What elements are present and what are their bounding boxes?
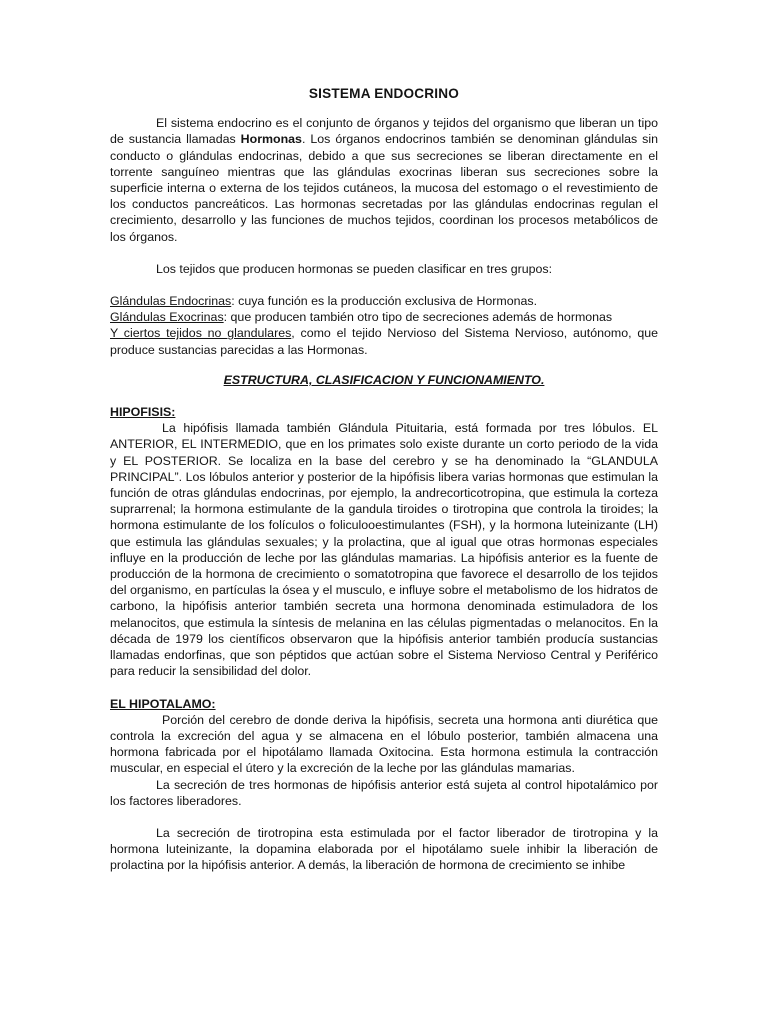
document-title: SISTEMA ENDOCRINO xyxy=(308,86,460,101)
spacer xyxy=(110,358,658,372)
group-item-exocrinas xyxy=(110,309,658,325)
group-text: cuya función es la producción exclusiva de Hormonas. xyxy=(234,294,538,309)
group-sep: , xyxy=(291,326,295,341)
group-sep: : xyxy=(231,294,235,309)
intro-bold-term: Hormonas xyxy=(240,132,302,147)
spacer xyxy=(110,277,658,293)
hipotalamo-paragraph-1: Porción del cerebro de donde deriva la hipófisis, secreta una hormona anti diurética que controla la excreción del agua y se almacena en el lóbulo posterior, también almacena una hormona fabricada por el hipotálamo llamada Oxitocina. Esta hormona estimula la contracción muscular, en especial el útero y la excreción de la leche por las glándulas mamarias. xyxy=(110,712,658,776)
group-text: como el tejido Nervioso del Sistema Nervioso, autónomo, que produce sustancias parecidas a las Hormonas. xyxy=(110,326,659,357)
hipotalamo-paragraph-2: La secreción de tres hormonas de hipófisis anterior está sujeta al control hipotalámico por los factores liberadores. xyxy=(110,777,658,808)
hipofisis-heading: HIPOFISIS: xyxy=(110,405,176,420)
spacer xyxy=(110,809,658,825)
section-heading: ESTRUCTURA, CLASIFICACION Y FUNCIONAMIENTO. xyxy=(223,372,545,387)
spacer xyxy=(110,388,658,404)
spacer xyxy=(110,680,658,696)
group-item-endocrinas xyxy=(110,293,658,309)
group-term: Y ciertos tejidos no glandulares xyxy=(110,326,292,341)
intro-text-end: . Los órganos endocrinos también se denominan glándulas sin conducto o glándulas endocrinas, debido a que sus secreciones se liberan directamente en el torrente sanguíneo mientras que las glándulas exocrinas liberan sus secreciones sobre la superficie interna o externa de los tejidos cutáneos, la mucosa del estomago o el revestimiento de los conductos pancreáticos. Las hormonas secretadas por las glándulas endocrinas regulan el crecimiento, desarrollo y las funciones de muchos tejidos, coordinan los procesos metabólicos de los órganos. xyxy=(110,132,658,244)
group-term: Glándulas Exocrinas xyxy=(110,310,224,325)
hipotalamo-paragraph-3: La secreción de tirotropina esta estimulada por el factor liberador de tirotropina y la hormona luteinizante, la dopamina elaborada por el hipotálamo suele inhibir la liberación de prolactina por la hipófisis anterior. A demás, la liberación de hormona de crecimiento se inhibe xyxy=(110,825,658,873)
intro-paragraph xyxy=(110,115,658,245)
hipotalamo-heading: EL HIPOTALAMO: xyxy=(110,696,216,711)
groups-intro: Los tejidos que producen hormonas se pueden clasificar en tres grupos: xyxy=(156,261,553,276)
group-text: que producen también otro tipo de secreciones además de hormonas xyxy=(227,310,613,325)
document-page xyxy=(110,86,658,874)
hipofisis-paragraph: La hipófisis llamada también Glándula Pituitaria, está formada por tres lóbulos. EL ANTERIOR, EL INTERMEDIO, que en los primates solo existe durante un corto periodo de la vida y EL POSTERIOR. Se localiza en la base del cerebro y se ha denominado la “GLANDULA PRINCIPAL”. Los lóbulos anterior y posterior de la hipófisis libera varias hormonas que estimulan la función de otras glándulas endocrinas, por ejemplo, la andrecorticotropina, que estimula la corteza suprarrenal; la hormona estimulante de la gandula tiroides o tirotropina que controla la tiroides; la hormona estimulante de los folículos o foliculooestimulantes (FSH), y la hormona luteinizante (LH) que estimula las glándulas sexuales; y la prolactina, que al igual que otras hormonas especiales influye en la producción de leche por las glándulas mamarias. La hipófisis anterior es la fuente de producción de la hormona de crecimiento o somatotropina que favorece el desarrollo de los tejidos del organismo, en partículas la ósea y el musculo, e influye sobre el metabolismo de los hidratos de carbono, la hipófisis anterior también secreta una hormona denominada estimuladora de los melanocitos, que estimula la síntesis de melanina en las células pigmentadas o melanocitos. En la década de 1979 los científicos observaron que la hipófisis anterior también producía sustancias llamadas endorfinas, que son péptidos que actúan sobre el Sistema Nervioso Central y Periférico para reducir la sensibilidad del dolor. xyxy=(110,421,658,679)
group-term: Glándulas Endocrinas xyxy=(110,294,232,309)
intro-text-start: El sistema endocrino es el conjunto de órganos y tejidos del organismo que liberan un tipo de sustancia llamadas xyxy=(110,116,658,147)
group-item-no-glandulares xyxy=(110,325,658,357)
spacer xyxy=(110,245,658,261)
group-sep: : xyxy=(223,310,228,325)
